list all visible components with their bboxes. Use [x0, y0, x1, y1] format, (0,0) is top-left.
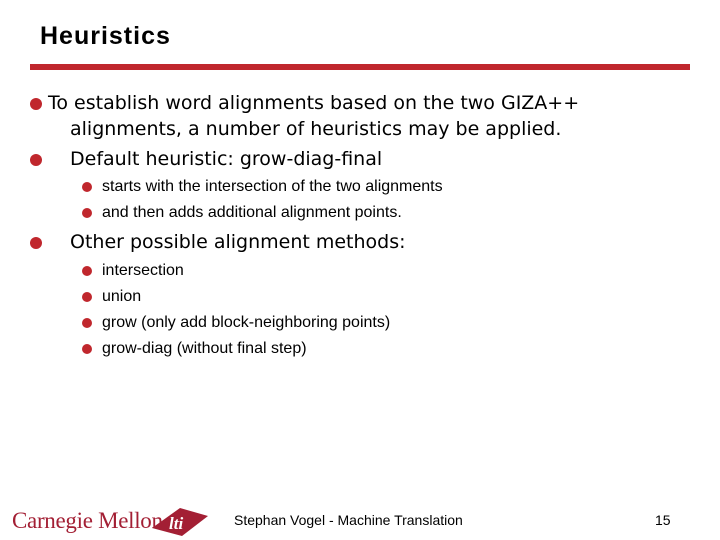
bullet-dot: [30, 98, 42, 110]
sub-bullet-dot: [82, 208, 92, 218]
sub-bullet-other-3: grow (only add block-neighboring points): [102, 314, 391, 331]
title-divider: [30, 64, 690, 70]
sub-bullet-dot: [82, 266, 92, 276]
bullet-2-text: Default heuristic: grow-diag-final: [70, 148, 383, 170]
sub-bullet-dot: [82, 292, 92, 302]
sub-bullet-dot: [82, 318, 92, 328]
sub-bullet-dot: [82, 344, 92, 354]
sub-bullet-dot: [82, 182, 92, 192]
sub-bullet-other-2: union: [102, 288, 142, 305]
lti-logo-text: lti: [169, 514, 184, 533]
bullet-dot: [30, 237, 42, 249]
sub-bullet-other-1: intersection: [102, 262, 184, 279]
sub-bullet-default-2: and then adds additional alignment points.: [102, 204, 402, 221]
slide-title: Heuristics: [40, 22, 171, 50]
sub-bullet-default-1: starts with the intersection of the two alignments: [102, 178, 443, 195]
bullet-dot: [30, 154, 42, 166]
bullet-1-line-2: alignments, a number of heuristics may be applied.: [70, 118, 562, 140]
sub-bullet-other-4: grow-diag (without final step): [102, 340, 307, 357]
page-number: 15: [655, 512, 671, 528]
bullet-1-line-1: To establish word alignments based on the two GIZA++: [48, 92, 580, 114]
footer-author-title: Stephan Vogel - Machine Translation: [234, 512, 463, 528]
carnegie-mellon-logo: Carnegie Mellon: [12, 508, 163, 533]
bullet-3-text: Other possible alignment methods:: [70, 231, 406, 253]
lti-logo: [150, 506, 212, 538]
